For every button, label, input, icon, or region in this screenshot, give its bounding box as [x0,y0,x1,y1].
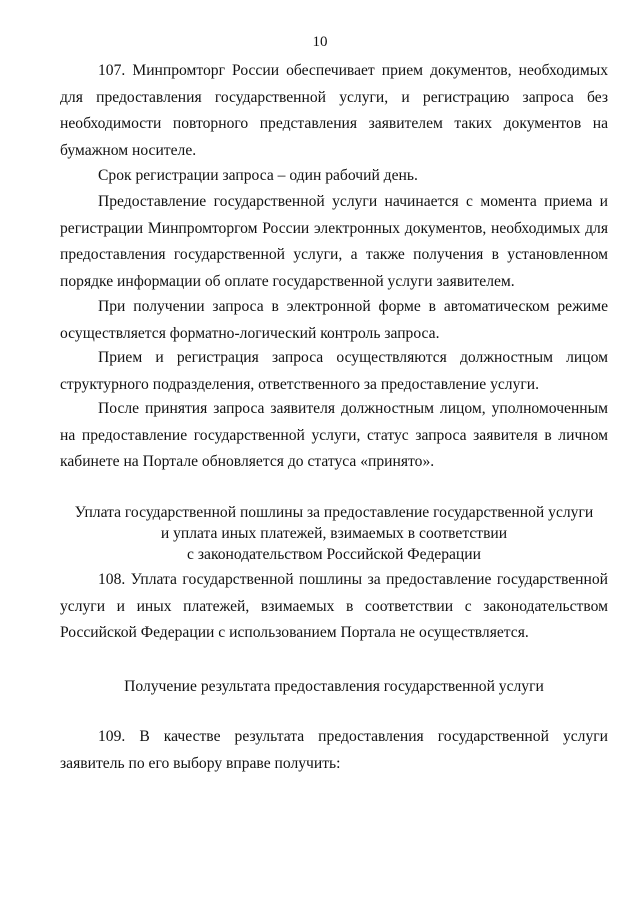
heading-line: с законодательством Российской Федерации [187,546,481,563]
section-heading-state-fee [60,502,608,565]
paragraph-service-start: Предоставление государственной услуги начинается с момента приема и регистрации Минпромторгом России электронных документов, необходимых для предоставления государственной услуги, а также получения в установленном порядке информации об оплате государственной услуги заявителем. [60,193,608,290]
paragraph-reception-registration: Прием и регистрация запроса осуществляются должностным лицом структурного подразделения, ответственного за предоставление услуги. [60,349,608,393]
paragraph-registration-term: Срок регистрации запроса – один рабочий день. [98,167,418,184]
heading-line: Получение результата предоставления государственной услуги [124,678,544,695]
paragraph-status-update: После принятия запроса заявителя должностным лицом, уполномоченным на предоставление государственной услуги, статус запроса заявителя в личном кабинете на Портале обновляется до статуса «принято». [60,400,608,470]
page-number: 10 [312,34,328,50]
heading-line: Уплата государственной пошлины за предоставление государственной услуги [74,504,594,521]
paragraph-108-fee: 108. Уплата государственной пошлины за предоставление государственной услуги и иных платежей, взимаемых в соответствии с законодательством Российской Федерации с использованием Портала не осуществляется. [60,571,608,641]
paragraph-109-result: 109. В качестве результата предоставления государственной услуги заявитель по его выбору вправе получить: [60,728,608,772]
heading-line: и уплата иных платежей, взимаемых в соответствии [160,525,508,542]
section-heading-result [60,676,608,697]
paragraph-107-documents: 107. Минпромторг России обеспечивает прием документов, необходимых для предоставления государственной услуги, и регистрацию запроса без необходимости повторного представления заявителем таких документов на бумажном носителе. [60,62,608,159]
paragraph-format-control: При получении запроса в электронной форме в автоматическом режиме осуществляется форматно-логический контроль запроса. [60,298,608,342]
